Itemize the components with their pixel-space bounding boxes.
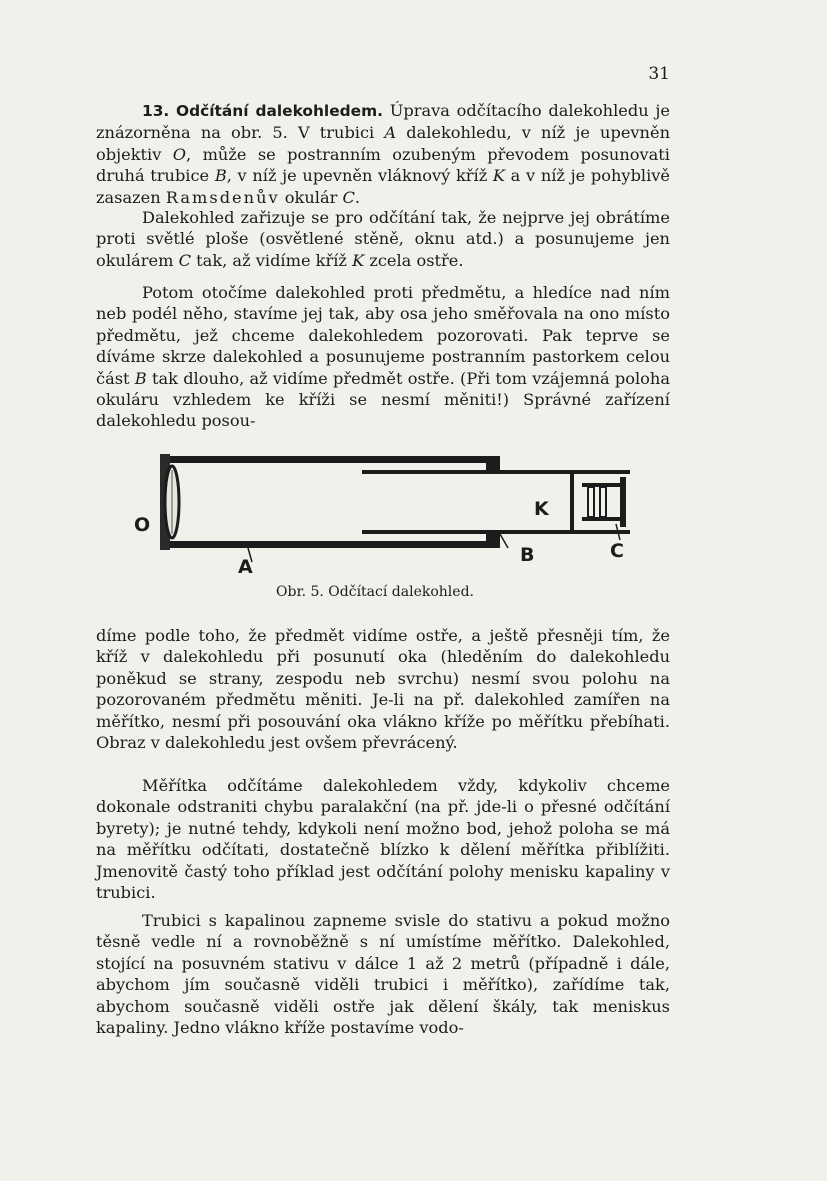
section-title: Odčítání dalekohledem. xyxy=(176,102,383,120)
tube-b-bottom-stop xyxy=(486,533,500,548)
section-13-paragraph-1: 13. Odčítání dalekohledem. Úprava odčítacího dalekohledu je znázorněna na obr. 5. V trubici A dalekohledu, v níž je upevněn objektiv O, může se postranním ozubeným převodem posunovati druhá trubice B, v níž je upevněn vláknový kříž K a v níž je pohyblivě zasazen Ramsdenův okulár C. xyxy=(96,101,671,207)
tube-a-top-wall xyxy=(164,456,500,463)
label-k: K xyxy=(534,498,549,520)
telescope-diagram xyxy=(130,450,640,580)
paragraph-4: díme podle toho, že předmět vidíme ostře, a ještě přesněji tím, že kříž v dalekohledu při posunutí oka (hleděním do dalekohledu poněkud se strany, zespodu neb svrchu) nesmí svou polohu na pozorovaném předmětu měniti. Je-li na př. dalekohled zamířen na měřítko, nesmí při posouvání oka vlákno kříže po měřítku přebíhati. Obraz v dalekohledu jest ovšem převrácený. xyxy=(96,626,670,753)
section-13-paragraph-2: Dalekohled zařizuje se pro odčítání tak, že nejprve jej obrátíme proti světlé ploše (osvětlené stěně, oknu atd.) a posunujeme jen okulárem C tak, až vidíme kříž K zcela ostře. xyxy=(96,208,670,270)
eyepiece-c-lens-2 xyxy=(600,487,606,517)
paragraph-6: Trubici s kapalinou zapneme svisle do stativu a pokud možno těsně vedle ní a rovnoběžně s ní umístíme měřítko. Dalekohled, stojící na posuvném stativu v dálce 1 až 2 metrů (případně i dále, abychom jím současně viděli trubici i měřítko), zařídíme tak, abychom současně viděli ostře jak dělení škály, tak meniskus kapaliny. Jedno vlákno kříže postavíme vodo- xyxy=(96,911,670,1038)
label-b-pointer xyxy=(500,534,508,548)
tube-b-top-stop xyxy=(486,456,500,471)
eyepiece-c-rim xyxy=(620,477,626,527)
section-13-paragraph-3: Potom otočíme dalekohled proti předmětu, a hledíce nad ním neb podél něho, stavíme jej tak, aby osa jeho směřovala na ono místo předmětu, jež chceme dalekohledem pozorovati. Pak teprve se díváme skrze dalekohled a posunujeme postranním pastorkem celou část B tak dlouho, až vidíme předmět ostře. (Při tom vzájemná poloha okuláru vzhledem ke kříži se nesmí měniti!) Správné zařízení dalekohledu posou- xyxy=(96,283,670,431)
paragraph-5: Měřítka odčítáme dalekohledem vždy, kdykoliv chceme dokonale odstraniti chybu paralakční (na př. jde-li o přesné odčítání byrety); je nutné tehdy, kdykoli není možno bod, jehož poloha se má na měřítku odčítati, dostatečně blízko k dělení měřítka přiblížiti. Jmenovitě častý toho příklad jest odčítání polohy menisku kapaliny v trubici. xyxy=(96,776,670,903)
label-b: B xyxy=(520,544,535,566)
label-c: C xyxy=(610,540,624,562)
section-number: 13. xyxy=(142,102,170,120)
tube-a-bottom-wall xyxy=(164,541,500,548)
eyepiece-c-lens-1 xyxy=(588,487,594,517)
label-o: O xyxy=(134,514,151,536)
crosshair-k xyxy=(570,474,574,530)
label-a: A xyxy=(238,556,253,578)
figure-caption: Obr. 5. Odčítací dalekohled. xyxy=(276,584,474,600)
page-number: 31 xyxy=(648,64,670,84)
